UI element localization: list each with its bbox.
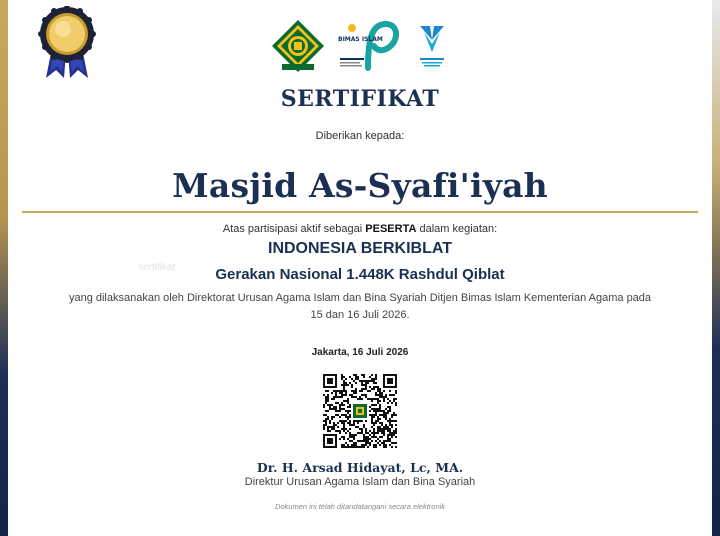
gold-divider [22, 211, 698, 213]
bimas-islam-logo-text: BIMAS ISLAM [338, 36, 383, 43]
given-to-label: Diberikan kepada: [315, 130, 405, 142]
watermark-text: sertifikat [138, 262, 176, 273]
participation-role: PESERTA [365, 223, 417, 235]
kemenag-logo-icon [270, 18, 326, 74]
electronic-signature-note: Dokumen ini telah ditandatangani secara elektronik [274, 502, 446, 511]
participation-line [8, 223, 712, 235]
frame-left-border [0, 0, 8, 536]
signer-name: Dr. H. Arsad Hidayat, Lc, MA. [256, 460, 464, 475]
certificate-title: SERTIFIKAT [280, 86, 440, 112]
bimas-islam-logo-icon [338, 18, 400, 74]
logo-bar [8, 18, 712, 76]
place-date: Jakarta, 16 Juli 2026 [311, 347, 409, 358]
event-logo-icon [418, 18, 446, 74]
event-description: yang dilaksanakan oleh Direktorat Urusan Agama Islam dan Bina Syariah Ditjen Bimas Islam Kementerian Agama pada 15 dan 16 Juli 2026. [68, 292, 652, 321]
participation-suffix: dalam kegiatan: [419, 223, 498, 235]
frame-right-border [712, 0, 720, 536]
certificate-paper [8, 0, 712, 536]
signature-qr-code [323, 374, 397, 448]
signer-role: Direktur Urusan Agama Islam dan Bina Syariah [244, 476, 476, 488]
event-name: INDONESIA BERKIBLAT [268, 240, 452, 257]
participation-prefix: Atas partisipasi aktif sebagai [222, 223, 363, 235]
event-subtitle: Gerakan Nasional 1.448K Rashdul Qiblat [215, 266, 505, 283]
recipient-name: Masjid As-Syafi'iyah [172, 166, 548, 205]
